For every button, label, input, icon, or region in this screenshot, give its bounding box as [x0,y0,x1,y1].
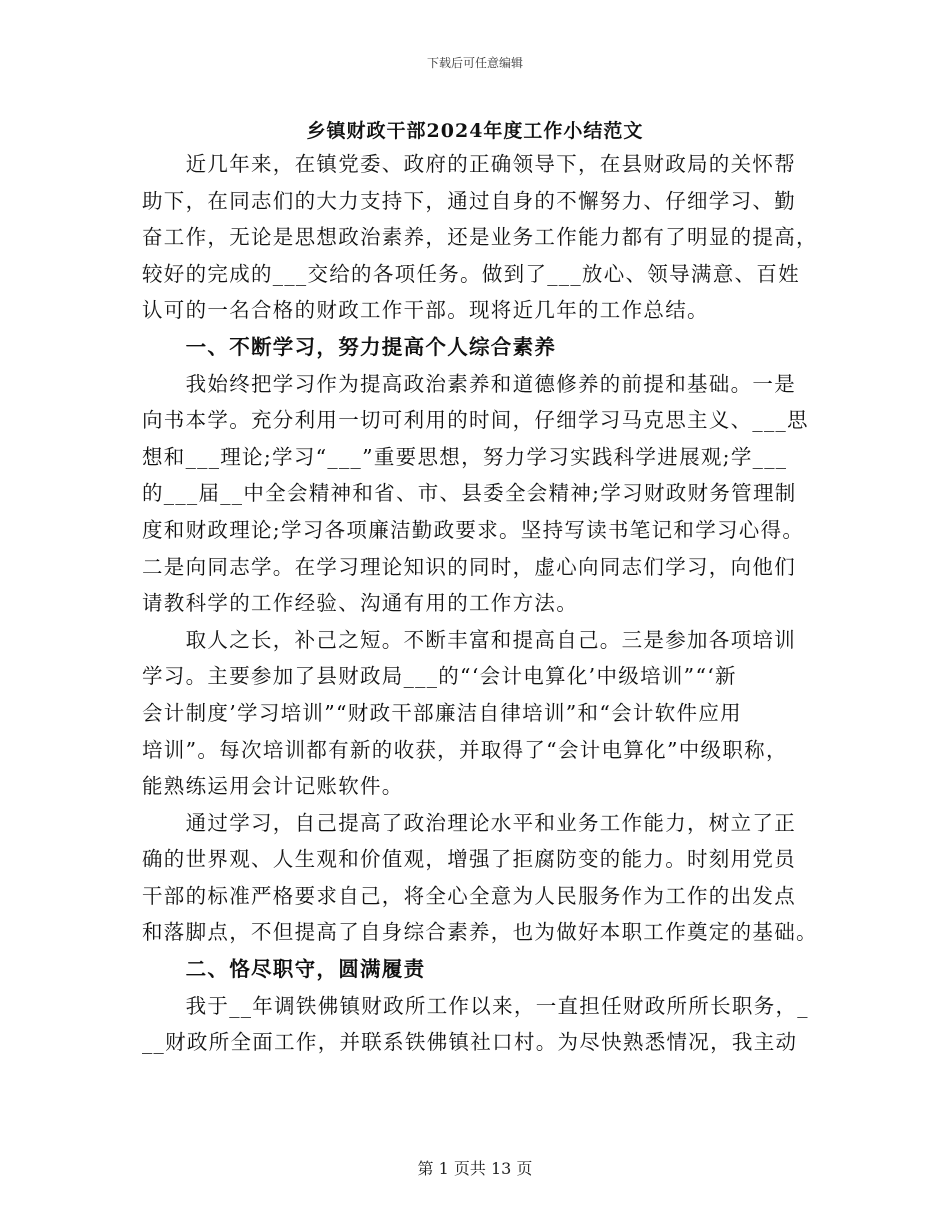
paragraph-line: 认可的一名合格的财政工作干部。现将近几年的工作总结。 [142,298,709,323]
paragraph-line: 学习。主要参加了县财政局___的“‘会计电算化’中级培训”“‘新 [142,664,737,689]
paragraph-line: 会计制度’学习培训”“财政干部廉洁自律培训”和“会计软件应用 [142,700,742,725]
section-heading: 一、不断学习，努力提高个人综合素养 [142,334,557,359]
paragraph-line: 取人之长，补己之短。不断丰富和提高自己。三是参加各项培训 [142,627,796,652]
header-note: 下载后可任意编辑 [426,56,523,70]
paragraph-line: 的___届__中全会精神和省、市、县委全会精神;学习财政财务管理制 [142,481,797,506]
paragraph-line: 确的世界观、人生观和价值观，增强了拒腐防变的能力。时刻用党员 [142,847,796,872]
page-number-footer: 第 1 页共 13 页 [417,1159,533,1178]
paragraph-line: 度和财政理论;学习各项廉洁勤政要求。坚持写读书笔记和学习心得。 [142,517,805,542]
paragraph-line: 奋工作，无论是思想政治素养，还是业务工作能力都有了明显的提高， [142,225,818,250]
paragraph-line: 想和___理论;学习“___”重要思想，努力学习实践科学进展观;学___ [142,444,788,469]
paragraph-line: 我始终把学习作为提高政治素养和道德修养的前提和基础。一是 [142,371,796,396]
paragraph-line: __财政所全面工作，并联系铁佛镇社口村。为尽快熟悉情况，我主动 [142,1030,798,1055]
paragraph-line: 培训”。每次培训都有新的收获，并取得了“会计电算化”中级职称， [142,737,788,762]
paragraph-line: 我于__年调铁佛镇财政所工作以来，一直担任财政所所长职务，_ [142,993,809,1018]
paragraph-line: 向书本学。充分利用一切可利用的时间，仔细学习马克思主义、___思 [142,408,809,433]
paragraph-line: 二是向同志学。在学习理论知识的同时，虚心向同志们学习，向他们 [142,554,796,579]
paragraph-line: 近几年来，在镇党委、政府的正确领导下，在县财政局的关怀帮 [142,152,796,176]
document-title: 乡镇财政干部2024年度工作小结范文 [306,120,644,142]
paragraph-line: 干部的标准严格要求自己，将全心全意为人民服务作为工作的出发点 [142,883,796,908]
document-body [142,146,818,1061]
section-heading: 二、恪尽职守，圆满履责 [142,957,426,982]
paragraph-line: 通过学习，自己提高了政治理论水平和业务工作能力，树立了正 [142,810,796,835]
paragraph-line: 助下，在同志们的大力支持下，通过自身的不懈努力、仔细学习、勤 [142,188,796,213]
paragraph-line: 能熟练运用会计记账软件。 [142,774,404,799]
paragraph-line: 较好的完成的___交给的各项任务。做到了___放心、领导满意、百姓 [142,261,800,286]
paragraph-line: 请教科学的工作经验、沟通有用的工作方法。 [142,591,578,616]
paragraph-line: 和落脚点，不但提高了自身综合素养，也为做好本职工作奠定的基础。 [142,920,818,945]
